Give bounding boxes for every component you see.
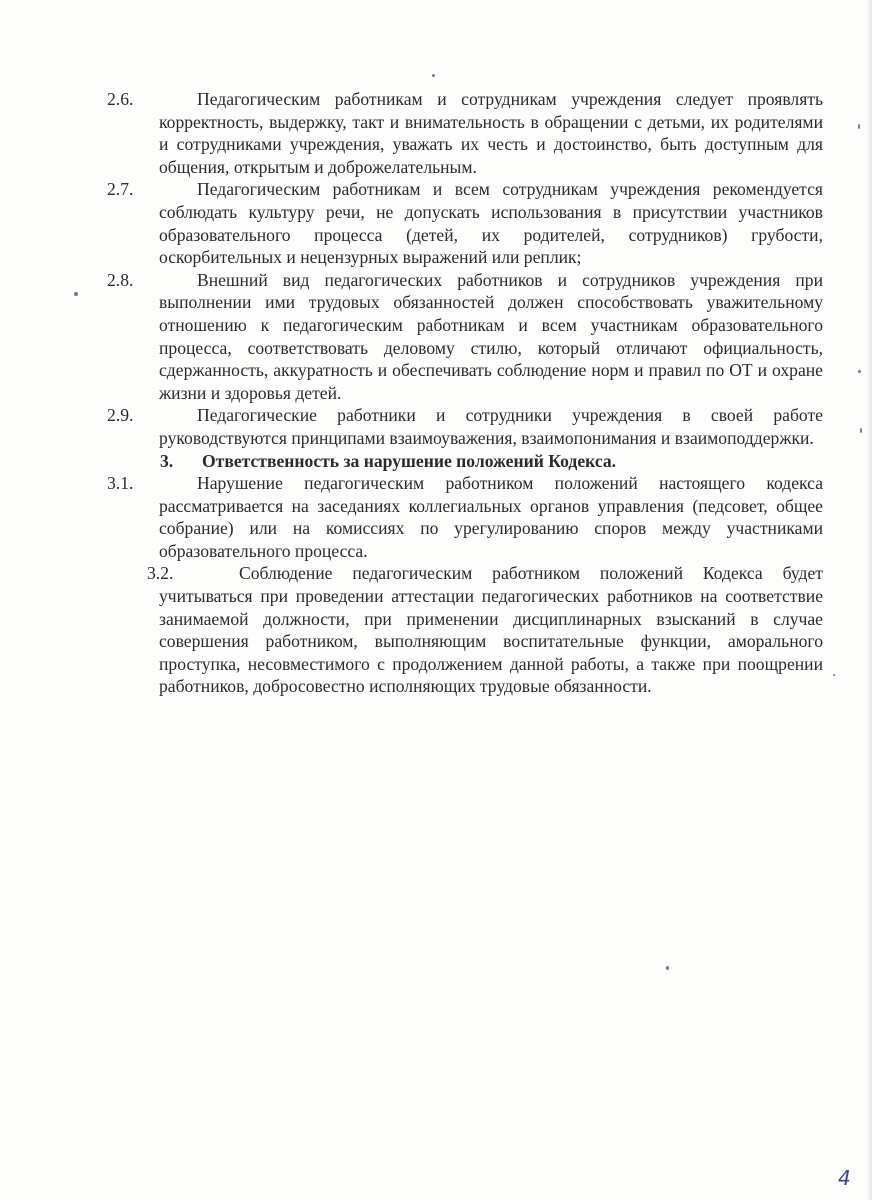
clause-text: Педагогическим работникам и сотрудникам учреждения следует проявлять корректность, выдержку, такт и внимательность в обращении с детьми, их родителями и сотрудниками учреждения, уважать их честь и достоинство, быть доступным для общения, открытым и доброжелательным. xyxy=(159,89,823,177)
scan-speck xyxy=(860,428,862,433)
clause-text: Соблюдение педагогическим работником положений Кодекса будет учитываться при проведении аттестации педагогических работников на соответствие занимаемой должности, при применении дисциплинарных взысканий в случае совершения работником, выполняющим воспитательные функции, аморального проступка, несовместимого с продолжением данной работы, а также при поощрении работников, добросовестно исполняющих трудовые обязанности. xyxy=(159,563,823,697)
clause-text: Педагогические работники и сотрудники учреждения в своей работе руководствуются принципами взаимоуважения, взаимопонимания и взаимоподдержки. xyxy=(159,405,823,448)
scan-speck xyxy=(858,370,861,373)
scan-speck xyxy=(833,674,835,676)
document-body xyxy=(107,88,823,698)
scan-speck xyxy=(432,74,435,77)
scan-speck xyxy=(74,292,78,296)
clause-number: 2.7. xyxy=(107,179,134,200)
clause-text: Педагогическим работникам и всем сотрудникам учреждения рекомендуется соблюдать культуру речи, не допускать использования в присутствии участников образовательного процесса (детей, их родителей, сотрудников) грубости, оскорбительных и нецензурных выражений или реплик; xyxy=(159,179,823,268)
clause-number: 3.1. xyxy=(107,473,134,494)
clause-number: 2.9. xyxy=(107,405,134,426)
scan-speck xyxy=(666,966,669,970)
scan-edge-shadow xyxy=(866,0,872,1200)
clause-2-7 xyxy=(107,178,823,268)
clause-text: Внешний вид педагогических работников и сотрудников учреждения при выполнении ими трудовых обязанностей должен способствовать уважительному отношению к педагогическим работникам и всем участникам образовательного процесса, соответствовать деловому стилю, который отличают официальность, сдержанность, аккуратность и обеспечивать соблюдение норм и правил по ОТ и охране жизни и здоровья детей. xyxy=(159,269,823,403)
section-number: 3. xyxy=(160,450,174,471)
clause-2-8 xyxy=(107,269,823,405)
clause-number: 2.6. xyxy=(107,89,134,109)
section-3-heading xyxy=(107,450,823,473)
clause-number: 3.2. xyxy=(147,563,174,584)
section-title: Ответственность за нарушение положений Кодекса. xyxy=(202,450,617,471)
clause-text: Нарушение педагогическим работником положений настоящего кодекса рассматривается на заседаниях коллегиальных органов управления (педсовет, общее собрание) или на комиссиях по урегулированию споров между участниками образовательного процесса. xyxy=(159,473,823,561)
clause-2-6 xyxy=(107,88,823,178)
clause-2-9 xyxy=(107,404,823,449)
clause-3-1 xyxy=(107,472,823,562)
scan-speck xyxy=(858,124,860,129)
clause-3-2 xyxy=(107,562,823,698)
clause-number: 2.8. xyxy=(107,269,134,290)
page-number: 4 xyxy=(838,1166,851,1190)
